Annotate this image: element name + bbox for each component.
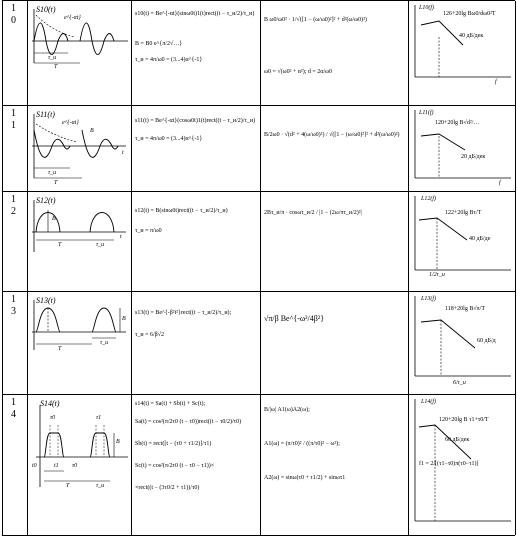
signal-annotation: t0 — [32, 463, 37, 469]
log-annotation: 118+20lg B√π/T — [445, 306, 485, 312]
log-annotation: 122+20lg Bτ/T — [445, 210, 482, 216]
signal-label: S13(t) — [36, 296, 56, 305]
signal-annotation: τ_и — [48, 55, 57, 61]
spectrum-line: B/2ω0 · √(d² + 4(ω/ω0)²) / √([1 − (ω/ω0)²]² + d²(ω/ω0)²) — [264, 132, 400, 138]
formula-line: s10(t) = Be^{-αt}(sinω0t)1(t)rect((t − τ_и/2)/τ_и) — [135, 11, 255, 17]
log-annotation: f — [499, 180, 501, 186]
signal-annotation: B — [122, 316, 126, 322]
formula-line: τ_и = 4π/ω0 = (3...4)α^{-1} — [135, 57, 203, 63]
log-annotation: 20 дБ/дек — [461, 154, 486, 160]
formula-line: s14(t) = Sa(t) + Sb(t) + Sc(t); — [135, 401, 206, 407]
formula-line: τ_и = 4π/ω0 = (3...4)α^{-1} — [135, 136, 203, 142]
log-spectrum-label: L10(f) — [419, 5, 434, 11]
signal-label: S10(t) — [36, 5, 56, 14]
signal-annotation: τ0 — [50, 415, 56, 421]
spectrum-cell — [260, 106, 408, 192]
signal-annotation: e^{-αt} — [64, 15, 81, 21]
signal-annotation: T — [58, 346, 62, 352]
log-spectrum-cell — [408, 192, 516, 292]
spectrum-line: 2Bτ_и/π · cosωτ_и/2 / |1 − (2ω/πτ_и/2)²| — [264, 210, 362, 216]
signal-annotation: T — [66, 483, 70, 489]
spectrum-cell — [260, 192, 408, 292]
log-annotation: 40 дБ/дек — [459, 33, 484, 39]
signal-table — [2, 0, 515, 535]
log-spectrum-label: L12(f) — [421, 196, 436, 202]
log-spectrum-label: L11(f) — [419, 110, 434, 116]
table-row — [2, 291, 515, 395]
log-spectrum-cell — [408, 106, 516, 192]
signal-annotation: T — [54, 180, 58, 186]
row-number-cell — [2, 1, 27, 106]
signal-annotation: τ0 — [72, 463, 78, 469]
formula-cell — [131, 192, 260, 292]
formula-line: τ_и = 6/β√2 — [135, 332, 165, 338]
table-row — [2, 0, 515, 106]
table-row — [2, 394, 515, 536]
row-number: 1 1 — [11, 108, 16, 131]
spectrum-line: √π/β Be^{-ω²/4β²} — [264, 314, 325, 323]
formula-cell — [131, 395, 260, 535]
signal-annotation: τ1 — [96, 415, 102, 421]
spectrum-cell — [260, 1, 408, 106]
signal-annotation: τ_и — [100, 340, 109, 346]
signal-annotation: T — [54, 64, 58, 70]
log-annotation: 120+20lg B√d²/… — [435, 120, 480, 126]
formula-cell — [131, 292, 260, 395]
signal-annotation: e^{-αt} — [62, 120, 79, 126]
spectrum-line: ω0 = √(ω0² + α²); d = 2α/ω0 — [264, 69, 333, 75]
formula-line: Sb(t) = rect([t − (τ0 + τ1/2)]/τ1) — [135, 441, 212, 447]
signal-annotation: B — [52, 216, 56, 222]
signal-annotation: B — [90, 128, 94, 134]
formula-line: s12(t) = B(sinω0t)rect((t − τ_и/2)/τ_и) — [135, 208, 228, 214]
spectrum-line: B ω0/ω0² · 1/√([1 − (ω/ω0)²]² + d²(ω/ω0)²) — [264, 17, 367, 23]
table-row — [2, 105, 515, 192]
signal-annotation: τ_и — [48, 170, 57, 176]
formula-line: τ_и = π/ω0 — [135, 228, 162, 234]
spectrum-line: B/|ω| A1(ω)A2(ω); — [264, 407, 310, 413]
signal-label: S11(t) — [36, 110, 55, 119]
signal-label: S14(t) — [40, 399, 60, 408]
formula-line: Sa(t) = cos²(π/2τ0 (t − τ0))rect((t − τ0/2)/τ0) — [135, 419, 242, 425]
signal-cell — [27, 395, 131, 535]
log-annotation: 40 дБ/де — [469, 236, 491, 242]
signal-graph — [28, 292, 131, 395]
signal-graph — [28, 395, 131, 535]
formula-cell — [131, 1, 260, 106]
signal-annotation: τ_и — [96, 242, 105, 248]
formula-line: s11(t) = Be^{-αt}(cosω0t)1(t)rect((t − τ_и/2)/τ_и) — [135, 118, 256, 124]
signal-annotation: B — [116, 439, 120, 445]
log-annotation: 120+20lg B τ1+τ0/T — [439, 417, 489, 423]
row-number: 1 4 — [11, 397, 16, 420]
row-number-cell — [2, 106, 27, 192]
formula-line: s13(t) = Be^{-β²t²}rect((t − τ_и/2)/τ_и); — [135, 310, 232, 316]
log-spectrum-label: L13(f) — [421, 296, 436, 302]
signal-cell — [27, 106, 131, 192]
signal-annotation: t — [122, 150, 124, 156]
signal-cell — [27, 292, 131, 395]
log-annotation: 60 дБ/д — [477, 338, 496, 344]
row-number: 1 2 — [11, 194, 16, 217]
signal-annotation: t1 — [54, 463, 59, 469]
log-spectrum-graph — [409, 192, 515, 292]
formula-line: ×rect((t − (3τ0/2 + τ1))/τ0) — [135, 485, 200, 491]
log-annotation: f — [495, 79, 497, 85]
signal-label: S12(t) — [36, 196, 56, 205]
log-spectrum-cell — [408, 292, 516, 395]
spectrum-cell — [260, 292, 408, 395]
log-annotation: 60 дБ/дек — [445, 437, 470, 443]
log-spectrum-cell — [408, 1, 516, 106]
log-spectrum-cell — [408, 395, 516, 535]
formula-line: B = B0 e^{π/2√…} — [135, 41, 183, 47]
row-number-cell — [2, 395, 27, 535]
signal-annotation: t — [120, 234, 122, 240]
table-row — [2, 191, 515, 292]
row-number-cell — [2, 192, 27, 292]
log-annotation: 126+20lg Bω0/dω0²T — [443, 11, 496, 17]
log-spectrum-label: L14(f) — [421, 399, 436, 405]
signal-annotation: τ_и — [96, 483, 105, 489]
signal-annotation: T — [58, 242, 62, 248]
log-annotation: 6/τ_и — [453, 380, 466, 386]
spectrum-cell — [260, 395, 408, 535]
signal-cell — [27, 192, 131, 292]
log-annotation: 1/2τ_и — [429, 272, 445, 278]
formula-cell — [131, 106, 260, 192]
log-annotation: f1 = 2/[(τ1−τ0)π(τ0−τ1)] — [419, 461, 479, 467]
signal-cell — [27, 1, 131, 106]
formula-line: Sc(t) = cos²(π/2τ0 (t − τ0 − τ1))× — [135, 463, 215, 469]
row-number: 1 3 — [11, 294, 16, 317]
spectrum-line: A1(ω) = (π/τ0)² / ((π/τ0)² − ω²); — [264, 441, 340, 447]
signal-graph — [28, 192, 131, 292]
row-number: 1 0 — [11, 3, 16, 26]
row-number-cell — [2, 292, 27, 395]
spectrum-line: A2(ω) = sinω(τ0 + τ1/2) + sinωτ1 — [264, 475, 346, 481]
